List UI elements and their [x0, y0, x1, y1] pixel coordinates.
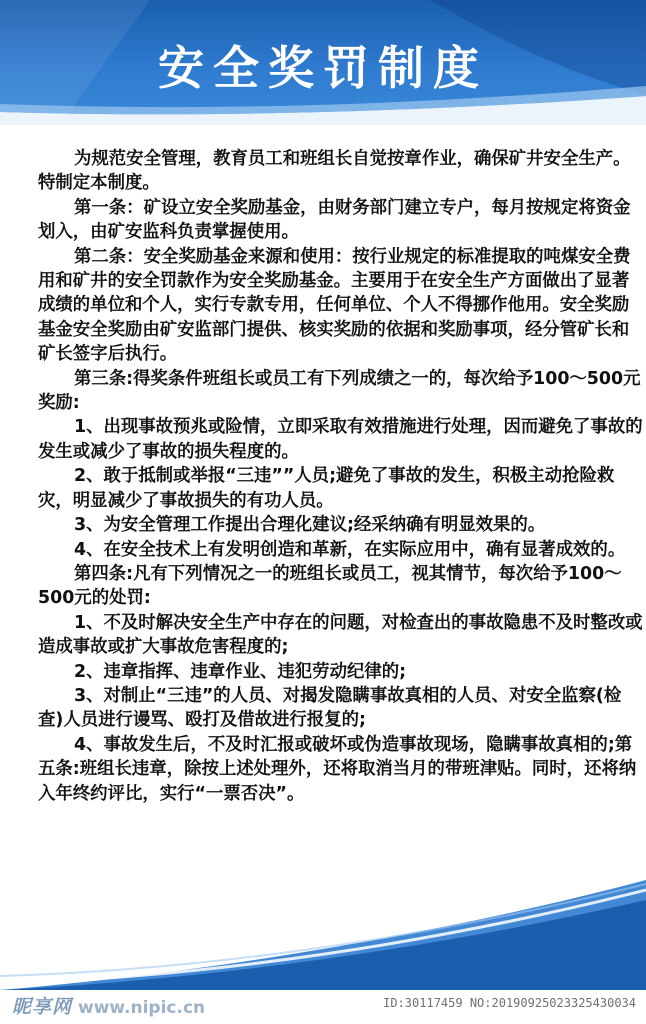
reward-item-2: 2、敢于抵制或举报“三违””人员;避免了事故的发生，积极主动抢险救灾，明显减少了事故损失的有功人员。 — [38, 466, 615, 511]
reward-item-1: 1、出现事故预兆或险情，立即采取有效措施进行处理，因而避免了事故的发生或减少了事故的损失程度的。 — [38, 417, 643, 462]
reward-item-3: 3、为安全管理工作提出合理化建议;经采纳确有明显效果的。 — [74, 515, 546, 536]
watermark-bar — [0, 990, 646, 1024]
page-title: 安全奖罚制度 — [158, 41, 488, 95]
header-banner — [0, 0, 646, 125]
paragraph-article-1: 第一条：矿设立安全奖励基金，由财务部门建立专户，每月按规定将资金划入，由矿安监科负责掌握使用。 — [38, 197, 631, 243]
watermark-logo-text: 昵享网 — [12, 996, 73, 1018]
penalty-item-2: 2、违章指挥、违章作业、违犯劳动纪律的; — [74, 661, 407, 682]
paragraph-article-2: 第二条：安全奖励基金来源和使用：按行业规定的标准提取的吨煤安全费用和矿井的安全罚款作为安全奖励基金。主要用于在安全生产方面做出了显著成绩的单位和个人，实行专款专用，任何单位、个人不得挪作他用。安全奖励基金安全奖励由矿安监部门提供、核实奖励的依据和奖励事项，经分管矿长和矿长签字后执行。 — [38, 246, 631, 365]
penalty-item-3: 3、对制止“三违”的人员、对揭发隐瞒事故真相的人员、对安全监察(检查)人员进行谩骂、殴打及借故进行报复的; — [38, 685, 622, 731]
paragraph-intro: 为规范安全管理，教育员工和班组长自觉按章作业，确保矿井安全生产。特制定本制度。 — [38, 149, 631, 194]
paragraph-article-3: 第三条:得奖条件班组长或员工有下列成绩之一的，每次给予100～500元奖励: — [38, 368, 641, 414]
footer-wave-decoration — [0, 880, 646, 990]
watermark-id: ID:30117459 NO:20190925023325430034 — [383, 996, 636, 1010]
reward-item-4: 4、在安全技术上有发明创造和革新，在实际应用中，确有显著成效的。 — [74, 539, 626, 560]
watermark-logo — [12, 992, 205, 1019]
penalty-item-4: 4、事故发生后，不及时汇报或破坏或伪造事故现场，隐瞒事故真相的;第五条:班组长违章，除按上述处理外，还将取消当月的带班津贴。同时，还将纳入年终约评比，实行“一票否决”。 — [38, 734, 637, 804]
watermark-domain: www.nipic.cn — [78, 998, 206, 1018]
regulation-body — [38, 147, 646, 806]
paragraph-article-4: 第四条:凡有下列情况之一的班组长或员工，视其情节，每次给予100～500元的处罚: — [38, 563, 622, 609]
penalty-item-1: 1、不及时解决安全生产中存在的问题，对检查出的事故隐患不及时整改或造成事故或扩大事故危害程度的; — [38, 612, 643, 658]
